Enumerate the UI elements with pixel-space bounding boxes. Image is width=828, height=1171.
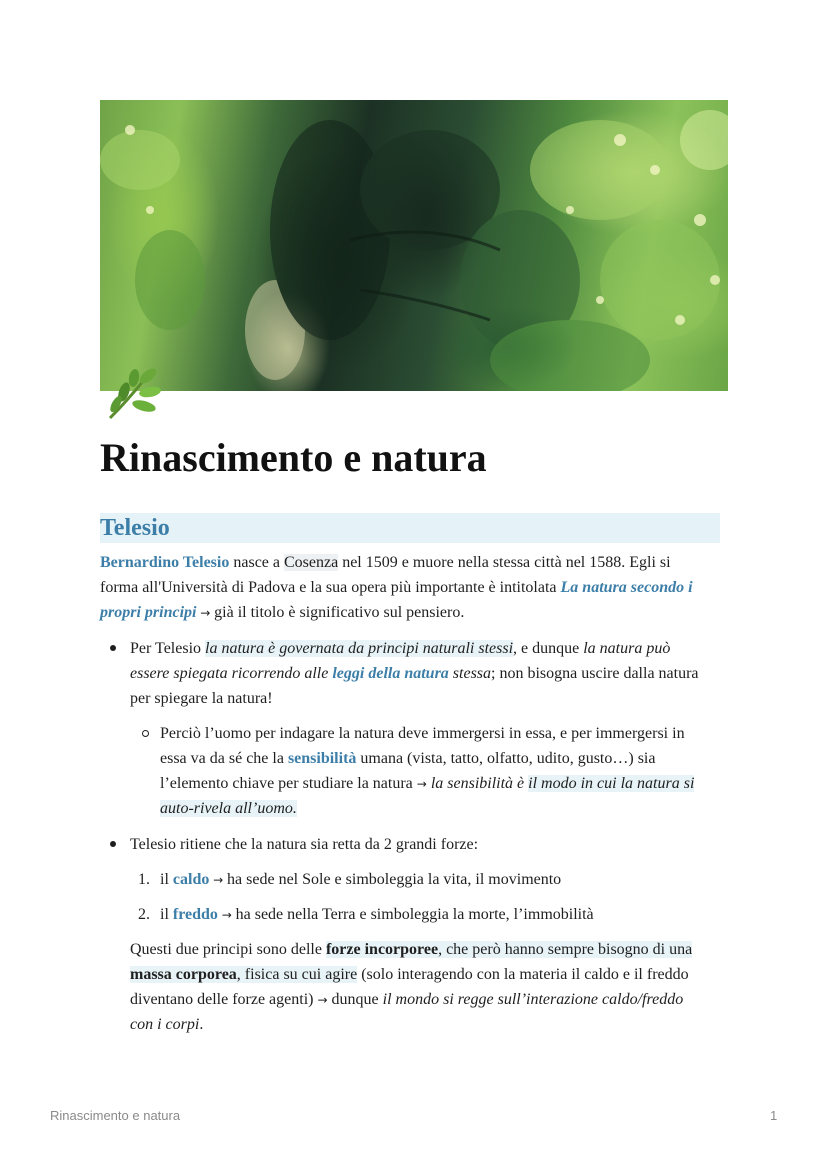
intro-line-1: Bernardino Telesio nasce a Cosenza nel 1509 e muore nella stessa città nel 1588. Egli si: [100, 554, 671, 571]
sub-bullet-line-4: auto-rivela all’uomo.: [160, 800, 297, 817]
list-number: 1.: [138, 871, 150, 888]
footer-title: Rinascimento e natura: [50, 1108, 181, 1123]
closing-line-1: Questi due principi sono delle forze incorporee, che però hanno sempre bisogno di una: [130, 941, 693, 958]
closing-line-4: con i corpi.: [130, 1016, 204, 1033]
sub-bullet-line-2: essa va da sé che la sensibilità umana (vista, tatto, olfatto, udito, gusto…) sia: [160, 750, 656, 767]
sub-bullet-line-1: Perciò l’uomo per indagare la natura deve immergersi in essa, e per immergersi in: [160, 725, 685, 742]
bullet-dot: [110, 645, 116, 651]
intro-line-3: propri principi → già il titolo è significativo sul pensiero.: [100, 604, 465, 621]
intro-line-2: forma all'Università di Padova e la sua opera più importante è intitolata La natura secondo i: [100, 579, 693, 596]
bullet-1-line-1: Per Telesio la natura è governata da principi naturali stessi, e dunque la natura può: [130, 640, 671, 657]
herb-icon: [104, 362, 168, 422]
page-title: Rinascimento e natura: [100, 435, 487, 480]
list-item-caldo: il caldo → ha sede nel Sole e simboleggia la vita, il movimento: [160, 871, 562, 888]
list-number: 2.: [138, 906, 150, 923]
page-number: 1: [770, 1108, 778, 1123]
bullet-dot: [110, 841, 116, 847]
foliage-illustration: [100, 100, 728, 391]
author-name: Bernardino Telesio: [100, 554, 230, 571]
birthplace: Cosenza: [284, 554, 339, 571]
bullet-1-line-2: essere spiegata ricorrendo alle leggi della natura stessa; non bisogna uscire dalla natura: [130, 665, 699, 682]
closing-line-3: diventano delle forze agenti) → dunque il mondo si regge sull’interazione caldo/freddo: [130, 991, 684, 1008]
sub-bullet-circle: [142, 730, 149, 737]
section-heading: Telesio: [100, 513, 720, 543]
cover-image: [100, 100, 728, 391]
bullet-1-line-3: per spiegare la natura!: [130, 690, 273, 707]
sub-bullet-line-3: l’elemento chiave per studiare la natura → la sensibilità è il modo in cui la natura si: [160, 775, 695, 792]
work-title-part-1: La natura secondo i: [560, 579, 693, 596]
work-title-part-2: propri principi: [100, 604, 197, 621]
closing-line-2: massa corporea, fisica su cui agire (solo interagendo con la materia il caldo e il freddo: [130, 966, 689, 983]
list-item-freddo: il freddo → ha sede nella Terra e simboleggia la morte, l’immobilità: [160, 906, 594, 923]
bullet-2-line-1: Telesio ritiene che la natura sia retta da 2 grandi forze:: [130, 836, 479, 853]
